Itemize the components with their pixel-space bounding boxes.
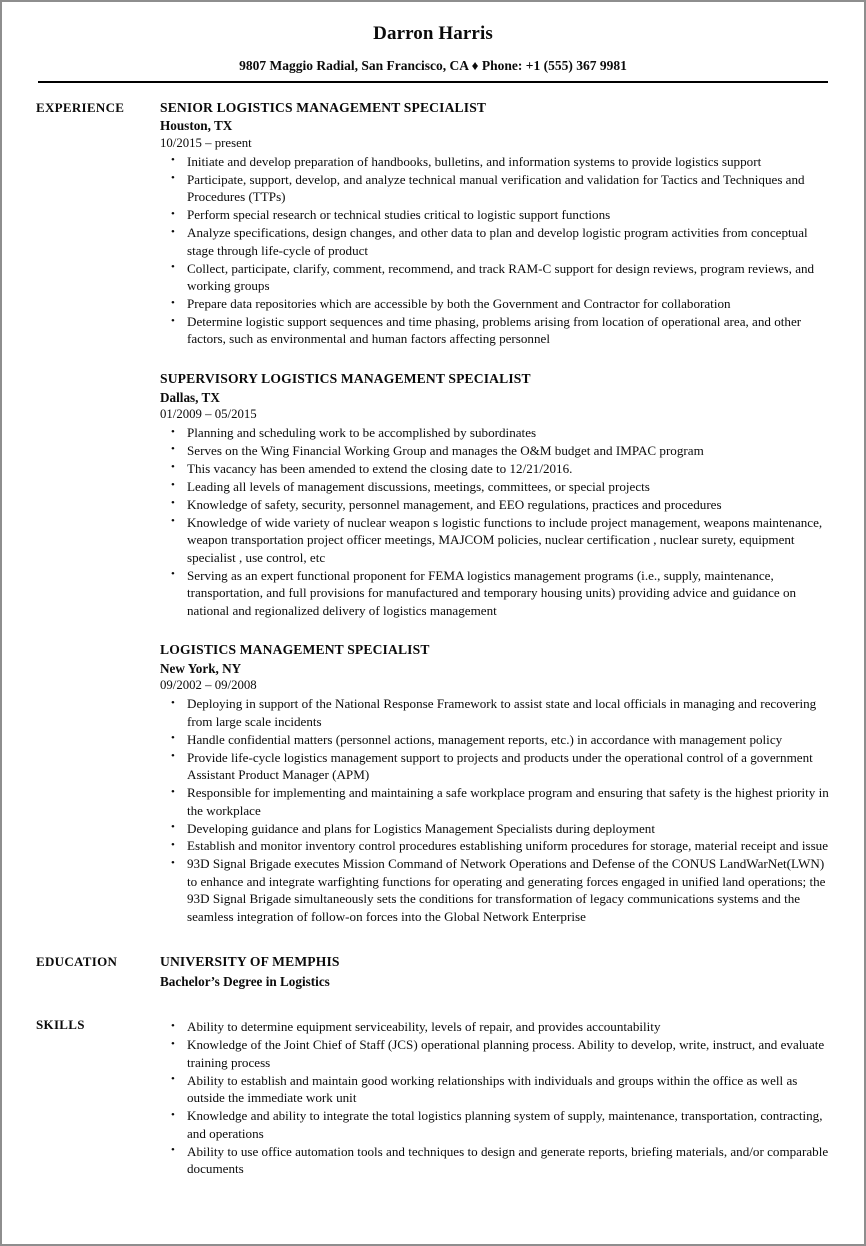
- skill-bullet: • Knowledge of the Joint Chief of Staff (JCS) operational planning process. Ability to develop, write, instruct, and evaluate training process: [160, 1036, 834, 1071]
- job-bullet: • Planning and scheduling work to be accomplished by subordinates: [160, 424, 834, 441]
- job-dates: 10/2015 – present: [160, 135, 252, 150]
- job-dates: 01/2009 – 05/2015: [160, 407, 257, 422]
- job-bullet: • Collect, participate, clarify, comment, recommend, and track RAM-C support for design reviews, program reviews, and working groups: [160, 260, 834, 295]
- education-section: [2, 954, 864, 990]
- education-entries: [160, 954, 834, 990]
- job-bullet: • This vacancy has been amended to extend the closing date to 12/21/2016.: [160, 460, 834, 477]
- job-bullet: • Perform special research or technical studies critical to logistic support functions: [160, 206, 834, 223]
- job-bullet: • Knowledge of wide variety of nuclear weapon s logistic functions to include project management, weapons maintenance, weapon transportation project officer meetings, MAJCOM policies, nuclear certification , nuclear surety, equipment specialist , use control, etc: [160, 514, 834, 566]
- job-bullet: • Determine logistic support sequences and time phasing, problems arising from location of operational area, and other factors, such as environmental and human factors affecting personnel: [160, 313, 834, 348]
- job-bullet-list: [160, 424, 834, 619]
- job-bullet: • Participate, support, develop, and analyze technical manual verification and validation for Tactics and Techniques and Procedures (TTPs): [160, 171, 834, 206]
- job-bullet: • Initiate and develop preparation of handbooks, bulletins, and information systems to provide logistics support: [160, 153, 834, 170]
- education-degree: Bachelor’s Degree in Logistics: [160, 974, 330, 990]
- header-divider: [38, 81, 828, 83]
- skills-bullet-list: [160, 1018, 834, 1177]
- skill-bullet: • Ability to use office automation tools and techniques to design and generate reports, briefing materials, and/or comparable documents: [160, 1143, 834, 1178]
- experience-entry: [160, 642, 834, 925]
- education-school: UNIVERSITY OF MEMPHIS: [160, 954, 340, 970]
- resume-content: [2, 2, 864, 1178]
- job-bullet: • Serving as an expert functional proponent for FEMA logistics management programs (i.e., supply, maintenance, transportation, and full provisions for manufactured and temporary housing units) providing advice and guidance on national and regionalized delivery of logistics management: [160, 567, 834, 619]
- skill-bullet: • Ability to establish and maintain good working relationships with individuals and groups within the office as well as outside the immediate work unit: [160, 1072, 834, 1107]
- job-bullet: • Establish and monitor inventory control procedures establishing uniform procedures for storage, material receipt and issue: [160, 837, 834, 854]
- entry-spacer: [160, 348, 834, 371]
- experience-entries: [160, 100, 834, 926]
- job-bullet: • Serves on the Wing Financial Working Group and manages the O&M budget and IMPAC program: [160, 442, 834, 459]
- job-bullet: • 93D Signal Brigade executes Mission Command of Network Operations and Defense of the CONUS LandWarNet(LWN) to enhance and integrate warfighting functions for operating and generating forces engaged in unified land operations; the 93D Signal Brigade simultaneously sets the conditions for transformation of legacy communications systems and the seamless integration of follow-on forces into the Global Network Enterprise: [160, 855, 834, 925]
- experience-entry: [160, 371, 834, 619]
- skill-bullet: • Ability to determine equipment serviceability, levels of repair, and provides accountability: [160, 1018, 834, 1035]
- job-location: New York, NY: [160, 660, 242, 676]
- skills-section: [2, 1017, 864, 1177]
- entry-spacer: [160, 619, 834, 642]
- job-title: SENIOR LOGISTICS MANAGEMENT SPECIALIST: [160, 99, 487, 115]
- section-label-experience: EXPERIENCE: [36, 99, 125, 115]
- job-location: Dallas, TX: [160, 389, 220, 405]
- skills-entries: [160, 1017, 834, 1177]
- section-label-skills: SKILLS: [36, 1017, 85, 1033]
- job-bullet: • Leading all levels of management discussions, meetings, committees, or special projects: [160, 478, 834, 495]
- job-bullet: • Developing guidance and plans for Logistics Management Specialists during deployment: [160, 820, 834, 837]
- job-bullet-list: [160, 153, 834, 348]
- job-dates: 09/2002 – 09/2008: [160, 678, 257, 693]
- candidate-name: Darron Harris: [373, 23, 493, 44]
- resume-header: [2, 2, 864, 83]
- job-bullet: • Analyze specifications, design changes, and other data to plan and develop logistic program activities from conceptual stage through life-cycle of product: [160, 224, 834, 259]
- job-bullet: • Handle confidential matters (personnel actions, management reports, etc.) in accordance with management policy: [160, 731, 834, 748]
- job-title: SUPERVISORY LOGISTICS MANAGEMENT SPECIALIST: [160, 370, 531, 386]
- skill-bullet: • Knowledge and ability to integrate the total logistics planning system of supply, maintenance, transportation, contracting, and operations: [160, 1107, 834, 1142]
- section-label-education: EDUCATION: [36, 954, 118, 970]
- job-bullet: • Responsible for implementing and maintaining a safe workplace program and ensuring that safety is the highest priority in the workplace: [160, 784, 834, 819]
- candidate-contact: 9807 Maggio Radial, San Francisco, CA ♦ Phone: +1 (555) 367 9981: [239, 57, 627, 73]
- job-bullet: • Provide life-cycle logistics management support to projects and products under the operational control of a government Assistant Product Manager (APM): [160, 749, 834, 784]
- job-bullet: • Prepare data repositories which are accessible by both the Government and Contractor for collaboration: [160, 295, 834, 312]
- experience-section: [2, 100, 864, 926]
- job-bullet: • Deploying in support of the National Response Framework to assist state and local officials in managing and recovering from large scale incidents: [160, 695, 834, 730]
- job-title: LOGISTICS MANAGEMENT SPECIALIST: [160, 642, 430, 658]
- job-location: Houston, TX: [160, 118, 233, 134]
- job-bullet-list: [160, 695, 834, 925]
- experience-entry: [160, 100, 834, 348]
- job-bullet: • Knowledge of safety, security, personnel management, and EEO regulations, practices and procedures: [160, 496, 834, 513]
